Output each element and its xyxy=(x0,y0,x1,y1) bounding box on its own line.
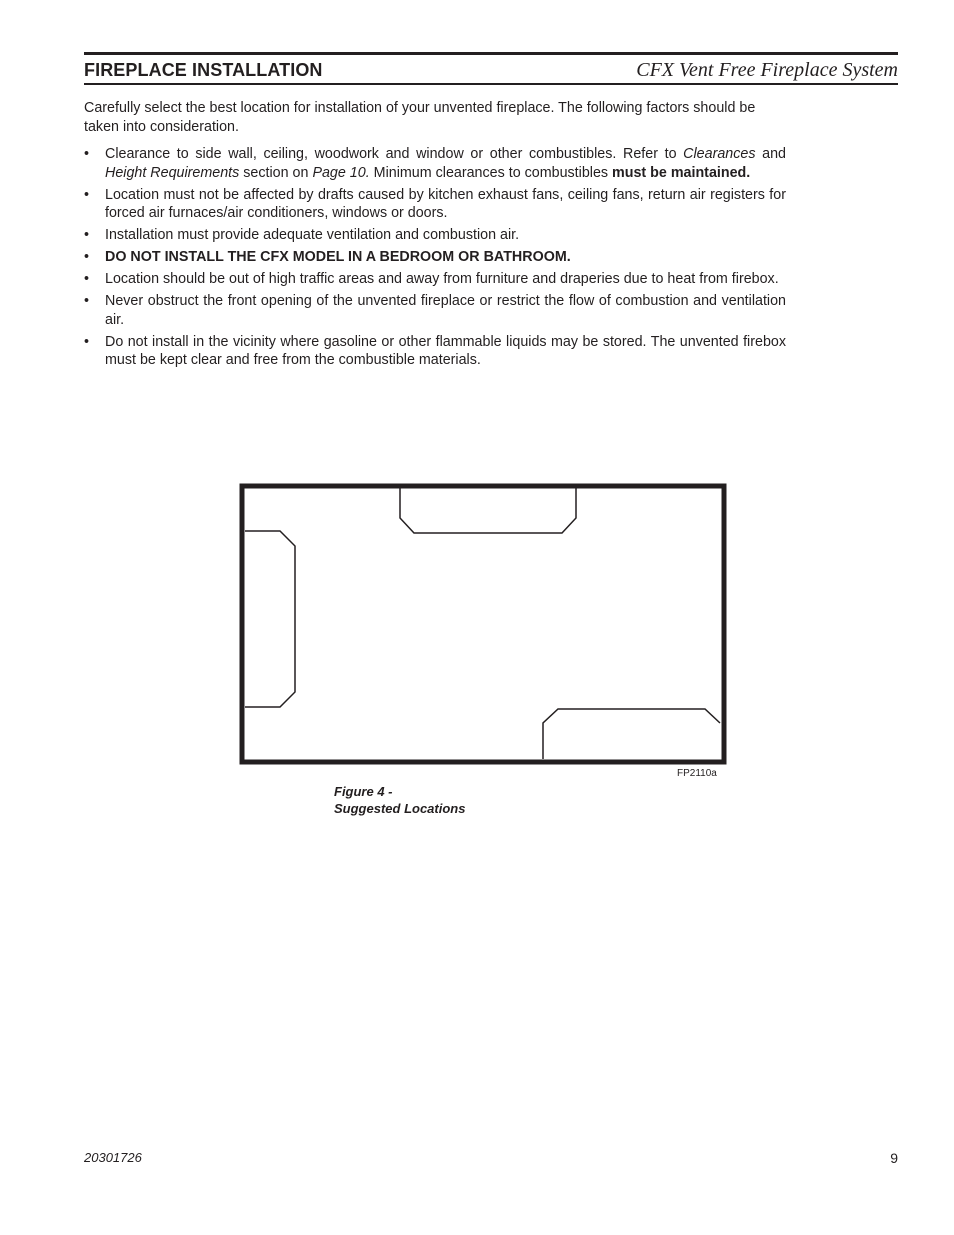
page-number: 9 xyxy=(890,1150,898,1166)
list-item xyxy=(84,145,786,182)
list-item-text: DO NOT INSTALL THE CFX MODEL IN A BEDROOM OR BATHROOM. xyxy=(105,249,571,265)
text-run: and xyxy=(755,146,786,162)
list-item xyxy=(84,248,786,267)
caption-line: Suggested Locations xyxy=(334,801,466,816)
list-item-text: Location should be out of high traffic areas and away from furniture and draperies due to heat from firebox. xyxy=(105,271,779,287)
document-number: 20301726 xyxy=(84,1150,142,1165)
bullet-icon: • xyxy=(84,227,90,243)
list-item xyxy=(84,226,786,245)
text-run: Minimum clearances to combustibles xyxy=(369,164,613,181)
list-item-text: Never obstruct the front opening of the unvented fireplace or restrict the flow of combustion and ventilation air. xyxy=(105,293,786,328)
list-item xyxy=(84,270,786,289)
text-run-italic: Height Requirements xyxy=(105,164,240,181)
list-item-text: Do not install in the vicinity where gasoline or other flammable liquids may be stored. The unvented firebox must be kept clear and free from the combustible materials. xyxy=(105,333,786,368)
bullet-icon: • xyxy=(84,186,90,203)
bullet-icon: • xyxy=(84,249,90,265)
text-run-italic: Clearances xyxy=(683,146,756,162)
section-title: FIREPLACE INSTALLATION xyxy=(84,60,323,80)
location-factors-list xyxy=(84,145,786,373)
list-item xyxy=(84,333,786,370)
room-outline xyxy=(242,486,724,762)
bullet-icon: • xyxy=(84,271,90,287)
intro-paragraph: Carefully select the best location for installation of your unvented fireplace. The following factors should be taken into consideration. xyxy=(84,100,756,135)
figure-caption xyxy=(334,783,465,817)
bullet-icon: • xyxy=(84,146,90,162)
product-title: CFX Vent Free Fireplace System xyxy=(636,59,898,81)
caption-line: Figure 4 - xyxy=(334,784,393,799)
list-item-text: Installation must provide adequate ventilation and combustion air. xyxy=(105,227,520,243)
room-layout-diagram xyxy=(238,482,730,768)
text-run: section on xyxy=(239,164,313,181)
text-run-bold: must be maintained. xyxy=(612,164,751,181)
list-item xyxy=(84,292,786,329)
figure-code: FP2110a xyxy=(677,768,717,779)
page-header xyxy=(84,52,898,85)
text-run-italic: Page 10. xyxy=(312,164,370,181)
bullet-icon: • xyxy=(84,333,90,350)
list-item-text: Location must not be affected by drafts caused by kitchen exhaust fans, ceiling fans, return air registers for forced air furnaces/air conditioners, windows or doors. xyxy=(105,186,786,221)
fireplace-location-corner xyxy=(543,709,720,759)
list-item xyxy=(84,186,786,223)
text-run: Clearance to side wall, ceiling, woodwork and window or other combustibles. Refer to xyxy=(105,146,684,162)
fireplace-location-top xyxy=(400,488,576,533)
fireplace-location-left xyxy=(245,531,295,707)
bullet-icon: • xyxy=(84,293,90,309)
